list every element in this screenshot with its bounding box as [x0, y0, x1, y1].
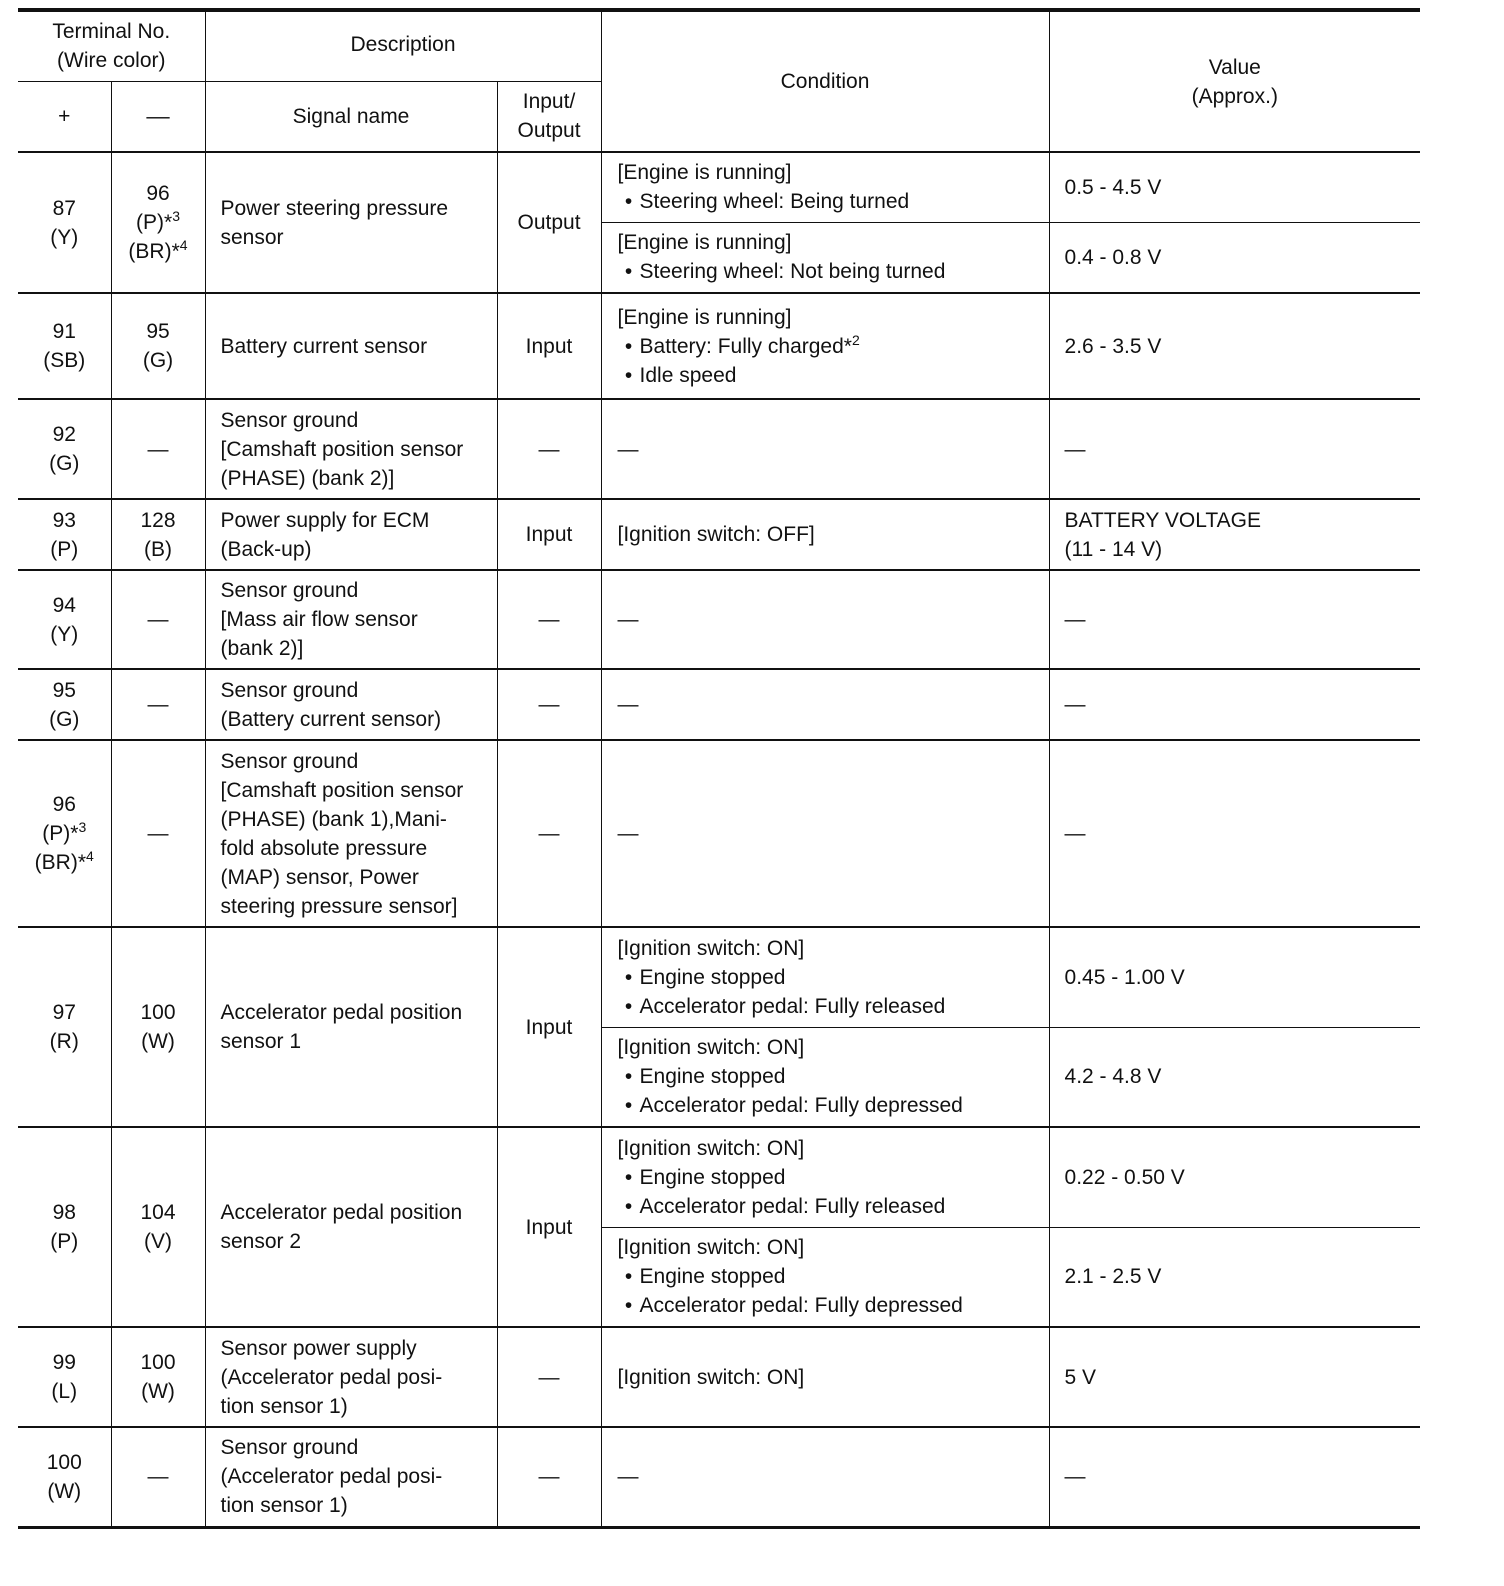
condition-item-text: Engine stopped	[639, 965, 786, 989]
condition-head: —	[617, 437, 639, 461]
terminal-plus-line: (Y)	[50, 622, 79, 646]
condition-item	[618, 187, 1034, 216]
condition-head: [Ignition switch: ON]	[617, 936, 805, 960]
terminal-minus-wire-text: (BR)*	[128, 240, 180, 263]
terminal-minus-line: 95	[146, 320, 170, 343]
signal-name: Sensor ground [Mass air flow sensor (bank 2)]	[205, 570, 497, 669]
terminal-minus-line: 100	[140, 1001, 176, 1024]
header-signal-name: Signal name	[205, 81, 497, 152]
value: BATTERY VOLTAGE (11 - 14 V)	[1049, 499, 1420, 570]
condition-item-text: Accelerator pedal: Fully released	[639, 1194, 946, 1218]
condition-item	[618, 1291, 1034, 1320]
terminal-minus	[111, 152, 205, 293]
terminal-plus	[18, 399, 111, 499]
terminal-plus-line: (G)	[49, 452, 80, 475]
terminal-minus	[111, 399, 205, 499]
condition-item-text: Accelerator pedal: Fully depressed	[639, 1094, 963, 1118]
input-output: —	[497, 1427, 601, 1527]
condition	[601, 570, 1049, 669]
table-row	[18, 399, 1420, 499]
input-output: Input	[497, 1127, 601, 1327]
value: 0.4 - 0.8 V	[1049, 222, 1420, 293]
signal-name: Sensor ground [Camshaft position sensor (PHASE) (bank 2)]	[205, 399, 497, 499]
condition-head: [Ignition switch: ON]	[617, 1236, 805, 1260]
value: 0.5 - 4.5 V	[1049, 152, 1420, 222]
condition-item-text: Engine stopped	[639, 1265, 786, 1289]
value: 0.45 - 1.00 V	[1049, 927, 1420, 1027]
terminal-plus-line: 93	[52, 508, 76, 532]
terminal-plus-line: 100	[46, 1450, 82, 1474]
value: 4.2 - 4.8 V	[1049, 1027, 1420, 1127]
terminal-plus-line: (W)	[47, 1479, 82, 1503]
signal-name: Accelerator pedal position sensor 1	[205, 927, 497, 1127]
condition-head: [Engine is running]	[617, 231, 792, 255]
terminal-minus-wire-text: (P)*	[136, 211, 173, 234]
condition-item	[618, 1262, 1034, 1291]
condition-head: —	[617, 693, 639, 716]
terminal-minus-line: (W)	[141, 1030, 175, 1053]
terminal-plus-line: 96	[52, 793, 76, 816]
signal-name: Sensor ground (Accelerator pedal posi- tion sensor 1)	[205, 1427, 497, 1527]
terminal-minus-line: (B)	[144, 537, 172, 561]
condition-item	[618, 1062, 1034, 1091]
condition	[601, 499, 1049, 570]
terminal-minus-line: 104	[140, 1201, 176, 1224]
terminal-minus-line: —	[147, 693, 169, 716]
condition	[601, 927, 1049, 1027]
signal-name: Sensor ground [Camshaft position sensor (PHASE) (bank 1),Mani- fold absolute pressure (MAP) sensor, Power steering pressure sensor]	[205, 740, 497, 927]
input-output: —	[497, 399, 601, 499]
terminal-minus	[111, 740, 205, 927]
terminal-plus-wire-sup: 3	[78, 819, 87, 835]
terminal-minus	[111, 927, 205, 1127]
terminal-minus	[111, 1427, 205, 1527]
terminal-minus-line: (V)	[144, 1230, 172, 1253]
terminal-minus	[111, 669, 205, 740]
condition-head: —	[617, 608, 639, 631]
input-output: —	[497, 570, 601, 669]
condition	[601, 740, 1049, 927]
terminal-plus-line: 87	[52, 196, 76, 220]
signal-name: Sensor ground (Battery current sensor)	[205, 669, 497, 740]
header-value: Value (Approx.)	[1049, 10, 1420, 152]
condition-head: —	[617, 822, 639, 845]
terminal-table	[18, 8, 1420, 1529]
table-row	[18, 669, 1420, 740]
input-output: Output	[497, 152, 601, 293]
table-row	[18, 293, 1420, 399]
value: 0.22 - 0.50 V	[1049, 1127, 1420, 1227]
terminal-minus-wire	[116, 237, 201, 266]
table-row	[18, 740, 1420, 927]
terminal-plus-line: (SB)	[43, 349, 86, 372]
table-row	[18, 1427, 1420, 1527]
condition	[601, 1127, 1049, 1227]
terminal-plus	[18, 152, 111, 293]
terminal-plus	[18, 927, 111, 1127]
value: —	[1049, 740, 1420, 927]
input-output: —	[497, 1327, 601, 1427]
input-output: Input	[497, 927, 601, 1127]
value: —	[1049, 570, 1420, 669]
terminal-plus	[18, 669, 111, 740]
terminal-plus	[18, 1427, 111, 1527]
terminal-plus-wire-sup: 4	[86, 848, 94, 864]
condition	[601, 152, 1049, 222]
terminal-plus-line: (G)	[49, 707, 80, 731]
terminal-plus-line: (P)	[50, 1230, 79, 1253]
terminal-plus	[18, 1127, 111, 1327]
signal-name: Battery current sensor	[205, 293, 497, 399]
condition-head: [Engine is running]	[617, 305, 792, 329]
table-row	[18, 152, 1420, 222]
condition-head: —	[617, 1465, 639, 1489]
terminal-minus	[111, 570, 205, 669]
terminal-plus-wire	[22, 819, 107, 848]
terminal-minus-line: —	[147, 437, 169, 461]
header-input-output: Input/ Output	[497, 81, 601, 152]
terminal-plus-line: 92	[52, 423, 76, 446]
terminal-plus-line: 95	[52, 678, 76, 702]
value: —	[1049, 399, 1420, 499]
header-plus: +	[18, 81, 111, 152]
value: 2.1 - 2.5 V	[1049, 1227, 1420, 1327]
terminal-minus-line: —	[147, 822, 169, 845]
value: —	[1049, 669, 1420, 740]
condition-item-text: Steering wheel: Not being turned	[639, 260, 946, 284]
condition-item-text: Engine stopped	[639, 1165, 786, 1189]
input-output: Input	[497, 293, 601, 399]
value: —	[1049, 1427, 1420, 1527]
signal-name: Sensor power supply (Accelerator pedal posi- tion sensor 1)	[205, 1327, 497, 1427]
condition	[601, 1027, 1049, 1127]
condition-head: [Engine is running]	[617, 161, 792, 185]
terminal-plus-line: (P)	[50, 537, 79, 561]
table-row	[18, 1327, 1420, 1427]
terminal-plus-wire-text: (BR)*	[34, 851, 87, 874]
terminal-minus	[111, 293, 205, 399]
terminal-plus-wire-text: (P)*	[42, 822, 79, 845]
terminal-minus-line: (W)	[141, 1380, 175, 1403]
condition-item-text: Engine stopped	[639, 1065, 786, 1089]
terminal-minus-line: (G)	[142, 349, 174, 372]
terminal-minus-line: 100	[140, 1351, 176, 1374]
condition	[601, 1227, 1049, 1327]
condition-item-text: Accelerator pedal: Fully released	[639, 994, 946, 1018]
signal-name: Power steering pressure sensor	[205, 152, 497, 293]
table-row	[18, 499, 1420, 570]
signal-name: Power supply for ECM (Back-up)	[205, 499, 497, 570]
terminal-minus-wire-sup: 3	[172, 208, 180, 224]
table-row	[18, 927, 1420, 1027]
header-description: Description	[205, 10, 601, 81]
input-output: —	[497, 740, 601, 927]
condition-item	[618, 1192, 1034, 1221]
condition-item-text: Battery: Fully charged*	[639, 334, 852, 358]
terminal-plus	[18, 499, 111, 570]
terminal-plus	[18, 740, 111, 927]
terminal-plus-line: (Y)	[50, 225, 79, 249]
condition-item	[618, 361, 1034, 390]
terminal-minus-line: —	[147, 608, 169, 631]
terminal-plus-line: 99	[52, 1351, 76, 1374]
condition-item-sup: 2	[851, 331, 860, 348]
terminal-minus	[111, 1127, 205, 1327]
value: 5 V	[1049, 1327, 1420, 1427]
terminal-plus	[18, 1327, 111, 1427]
condition-item	[618, 1163, 1034, 1192]
condition-item	[618, 992, 1034, 1021]
condition-item-text: Idle speed	[639, 363, 737, 387]
condition	[601, 293, 1049, 399]
header-minus: ––	[111, 81, 205, 152]
terminal-plus	[18, 570, 111, 669]
terminal-minus-wire	[116, 208, 201, 237]
condition-item	[618, 963, 1034, 992]
table-row	[18, 570, 1420, 669]
condition-head: [Ignition switch: ON]	[617, 1036, 805, 1060]
terminal-plus-line: (R)	[49, 1030, 79, 1053]
terminal-plus-wire	[22, 848, 107, 877]
condition	[601, 399, 1049, 499]
terminal-plus-line: (L)	[51, 1380, 78, 1403]
terminal-minus-line: 96	[146, 182, 170, 205]
condition	[601, 669, 1049, 740]
terminal-plus-line: 97	[52, 1001, 76, 1024]
condition	[601, 1427, 1049, 1527]
terminal-plus-line: 91	[52, 320, 76, 343]
condition-item	[618, 257, 1034, 286]
input-output: —	[497, 669, 601, 740]
condition-head: [Ignition switch: ON]	[617, 1136, 805, 1160]
header-terminal: Terminal No. (Wire color)	[18, 10, 205, 81]
header-condition: Condition	[601, 10, 1049, 152]
signal-name: Accelerator pedal position sensor 2	[205, 1127, 497, 1327]
condition-item-text: Accelerator pedal: Fully depressed	[639, 1294, 963, 1318]
input-output: Input	[497, 499, 601, 570]
condition-item	[618, 332, 1034, 361]
condition	[601, 1327, 1049, 1427]
condition	[601, 222, 1049, 293]
condition-head: [Ignition switch: ON]	[617, 1365, 805, 1389]
terminal-minus	[111, 1327, 205, 1427]
condition-head: [Ignition switch: OFF]	[617, 523, 815, 546]
condition-item	[618, 1091, 1034, 1120]
value: 2.6 - 3.5 V	[1049, 293, 1420, 399]
terminal-plus-line: 98	[52, 1201, 76, 1224]
terminal-plus	[18, 293, 111, 399]
terminal-minus-wire-sup: 4	[179, 237, 188, 253]
terminal-minus	[111, 499, 205, 570]
condition-item-text: Steering wheel: Being turned	[639, 190, 910, 214]
terminal-minus-line: 128	[140, 508, 176, 532]
terminal-plus-line: 94	[52, 593, 76, 617]
table-row	[18, 1127, 1420, 1227]
terminal-minus-line: —	[147, 1465, 169, 1489]
